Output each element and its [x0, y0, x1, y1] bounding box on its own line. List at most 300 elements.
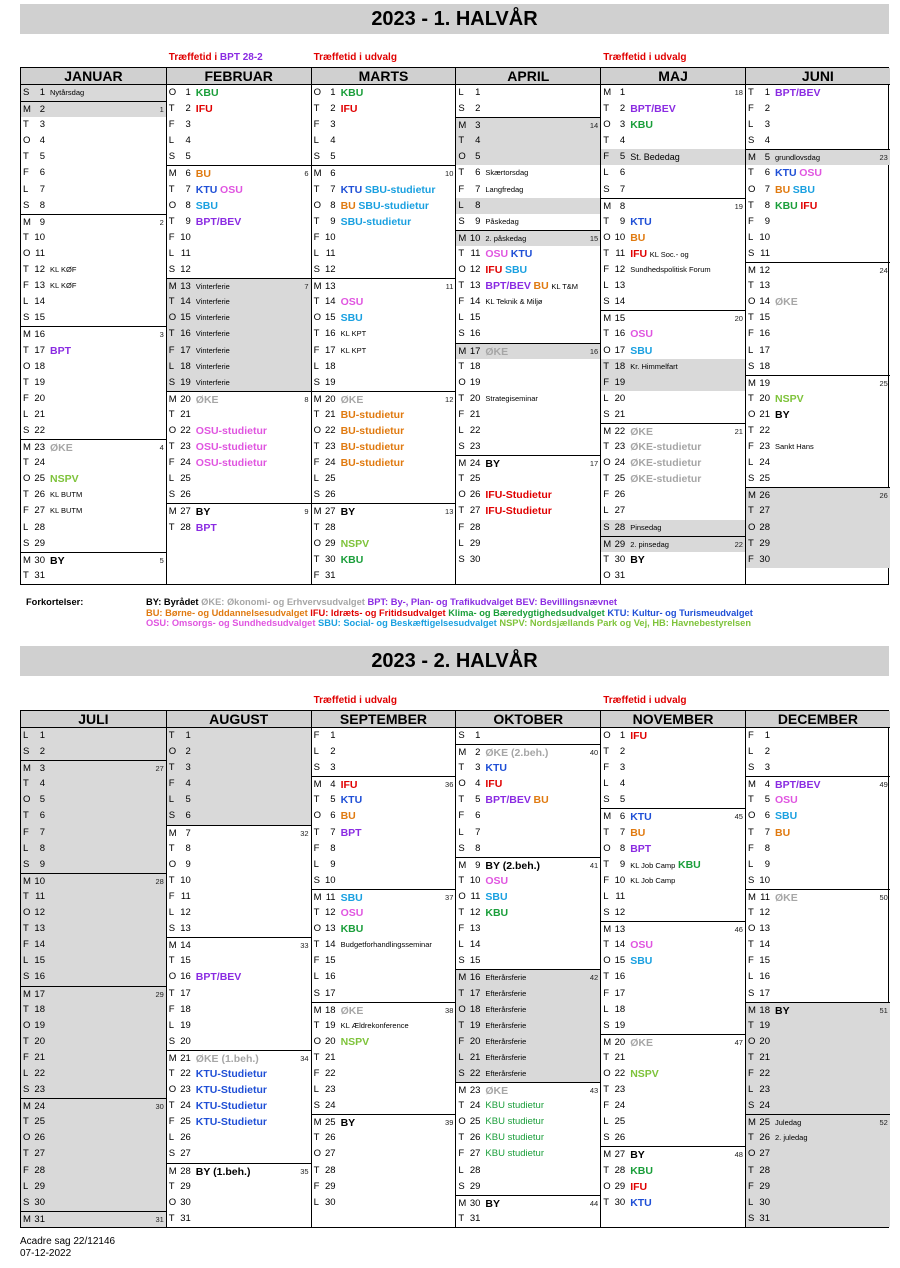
day-row[interactable]	[456, 133, 600, 149]
day-row[interactable]	[167, 262, 311, 278]
day-row[interactable]	[456, 359, 600, 375]
day-row[interactable]	[312, 101, 456, 117]
day-row[interactable]	[601, 568, 745, 584]
day-row[interactable]	[167, 1018, 311, 1034]
day-row[interactable]	[746, 1114, 890, 1130]
day-row[interactable]	[746, 1098, 890, 1114]
day-row[interactable]	[167, 1179, 311, 1195]
day-row[interactable]	[21, 825, 166, 841]
day-row[interactable]	[21, 1146, 166, 1162]
day-row[interactable]	[601, 857, 745, 873]
day-row[interactable]	[21, 760, 166, 776]
day-row[interactable]	[746, 439, 890, 455]
day-row[interactable]	[746, 198, 890, 214]
day-row[interactable]	[167, 905, 311, 921]
day-row[interactable]	[746, 326, 890, 342]
day-row[interactable]	[601, 391, 745, 407]
day-row[interactable]	[312, 117, 456, 133]
day-row[interactable]	[456, 246, 600, 262]
day-row[interactable]	[746, 343, 890, 359]
day-row[interactable]	[21, 1018, 166, 1034]
day-row[interactable]	[167, 873, 311, 889]
day-row[interactable]	[456, 1098, 600, 1114]
day-row[interactable]	[312, 230, 456, 246]
day-row[interactable]	[456, 937, 600, 953]
day-row[interactable]	[312, 294, 456, 310]
day-row[interactable]	[167, 808, 311, 824]
day-row[interactable]	[21, 407, 166, 423]
day-row[interactable]	[601, 520, 745, 536]
day-row[interactable]	[167, 439, 311, 455]
day-row[interactable]	[21, 487, 166, 503]
day-row[interactable]	[746, 1050, 890, 1066]
day-row[interactable]	[456, 905, 600, 921]
day-row[interactable]	[167, 728, 311, 744]
day-row[interactable]	[746, 536, 890, 552]
day-row[interactable]	[21, 149, 166, 165]
day-row[interactable]	[601, 149, 745, 165]
day-row[interactable]	[167, 198, 311, 214]
day-row[interactable]	[312, 85, 456, 101]
day-row[interactable]	[21, 246, 166, 262]
day-row[interactable]	[601, 230, 745, 246]
day-row[interactable]	[456, 744, 600, 760]
day-row[interactable]	[746, 85, 890, 101]
day-row[interactable]	[746, 857, 890, 873]
day-row[interactable]	[456, 117, 600, 133]
day-row[interactable]	[456, 214, 600, 230]
day-row[interactable]	[21, 841, 166, 857]
day-row[interactable]	[167, 343, 311, 359]
day-row[interactable]	[167, 133, 311, 149]
day-row[interactable]	[312, 278, 456, 294]
day-row[interactable]	[167, 969, 311, 985]
day-row[interactable]	[746, 407, 890, 423]
day-row[interactable]	[21, 455, 166, 471]
day-row[interactable]	[312, 343, 456, 359]
day-row[interactable]	[167, 1034, 311, 1050]
day-row[interactable]	[21, 359, 166, 375]
day-row[interactable]	[746, 1002, 890, 1018]
day-row[interactable]	[456, 1018, 600, 1034]
day-row[interactable]	[456, 423, 600, 439]
day-row[interactable]	[167, 776, 311, 792]
day-row[interactable]	[601, 1002, 745, 1018]
day-row[interactable]	[746, 873, 890, 889]
day-row[interactable]	[167, 246, 311, 262]
day-row[interactable]	[21, 1066, 166, 1082]
day-row[interactable]	[312, 744, 456, 760]
day-row[interactable]	[312, 857, 456, 873]
day-row[interactable]	[601, 1179, 745, 1195]
day-row[interactable]	[456, 1163, 600, 1179]
day-row[interactable]	[601, 986, 745, 1002]
day-row[interactable]	[21, 889, 166, 905]
day-row[interactable]	[456, 471, 600, 487]
day-row[interactable]	[601, 503, 745, 519]
day-row[interactable]	[312, 760, 456, 776]
day-row[interactable]	[456, 503, 600, 519]
day-row[interactable]	[456, 198, 600, 214]
day-row[interactable]	[312, 262, 456, 278]
day-row[interactable]	[167, 953, 311, 969]
day-row[interactable]	[167, 1195, 311, 1211]
day-row[interactable]	[746, 1082, 890, 1098]
day-row[interactable]	[601, 246, 745, 262]
day-row[interactable]	[312, 214, 456, 230]
day-row[interactable]	[312, 326, 456, 342]
day-row[interactable]	[601, 310, 745, 326]
day-row[interactable]	[746, 1034, 890, 1050]
day-row[interactable]	[601, 198, 745, 214]
day-row[interactable]	[601, 214, 745, 230]
day-row[interactable]	[746, 728, 890, 744]
day-row[interactable]	[312, 1195, 456, 1211]
day-row[interactable]	[456, 728, 600, 744]
day-row[interactable]	[312, 375, 456, 391]
day-row[interactable]	[456, 792, 600, 808]
day-row[interactable]	[312, 391, 456, 407]
day-row[interactable]	[312, 439, 456, 455]
day-row[interactable]	[21, 536, 166, 552]
day-row[interactable]	[167, 503, 311, 519]
day-row[interactable]	[746, 246, 890, 262]
day-row[interactable]	[456, 1082, 600, 1098]
day-row[interactable]	[601, 776, 745, 792]
day-row[interactable]	[746, 520, 890, 536]
day-row[interactable]	[456, 760, 600, 776]
day-row[interactable]	[312, 1179, 456, 1195]
day-row[interactable]	[746, 792, 890, 808]
day-row[interactable]	[21, 278, 166, 294]
day-row[interactable]	[312, 568, 456, 584]
day-row[interactable]	[21, 1098, 166, 1114]
day-row[interactable]	[746, 262, 890, 278]
day-row[interactable]	[167, 182, 311, 198]
day-row[interactable]	[312, 889, 456, 905]
day-row[interactable]	[21, 568, 166, 584]
day-row[interactable]	[21, 1195, 166, 1211]
day-row[interactable]	[456, 921, 600, 937]
day-row[interactable]	[21, 294, 166, 310]
day-row[interactable]	[21, 85, 166, 101]
day-row[interactable]	[456, 536, 600, 552]
day-row[interactable]	[21, 310, 166, 326]
day-row[interactable]	[312, 1163, 456, 1179]
day-row[interactable]	[21, 1211, 166, 1227]
day-row[interactable]	[21, 792, 166, 808]
day-row[interactable]	[601, 841, 745, 857]
day-row[interactable]	[167, 1082, 311, 1098]
day-row[interactable]	[746, 391, 890, 407]
day-row[interactable]	[21, 937, 166, 953]
day-row[interactable]	[746, 1130, 890, 1146]
day-row[interactable]	[21, 1130, 166, 1146]
day-row[interactable]	[167, 326, 311, 342]
day-row[interactable]	[312, 246, 456, 262]
day-row[interactable]	[456, 294, 600, 310]
day-row[interactable]	[456, 262, 600, 278]
day-row[interactable]	[21, 1002, 166, 1018]
day-row[interactable]	[21, 1082, 166, 1098]
day-row[interactable]	[312, 165, 456, 181]
day-row[interactable]	[456, 182, 600, 198]
day-row[interactable]	[456, 1146, 600, 1162]
day-row[interactable]	[746, 969, 890, 985]
day-row[interactable]	[167, 792, 311, 808]
day-row[interactable]	[456, 375, 600, 391]
day-row[interactable]	[746, 294, 890, 310]
day-row[interactable]	[601, 117, 745, 133]
day-row[interactable]	[312, 969, 456, 985]
day-row[interactable]	[21, 343, 166, 359]
day-row[interactable]	[167, 1163, 311, 1179]
day-row[interactable]	[312, 1082, 456, 1098]
day-row[interactable]	[746, 101, 890, 117]
day-row[interactable]	[21, 857, 166, 873]
day-row[interactable]	[312, 1002, 456, 1018]
day-row[interactable]	[601, 487, 745, 503]
day-row[interactable]	[312, 359, 456, 375]
day-row[interactable]	[312, 1066, 456, 1082]
day-row[interactable]	[21, 953, 166, 969]
day-row[interactable]	[167, 1050, 311, 1066]
day-row[interactable]	[456, 85, 600, 101]
day-row[interactable]	[21, 728, 166, 744]
day-row[interactable]	[21, 873, 166, 889]
day-row[interactable]	[167, 423, 311, 439]
day-row[interactable]	[21, 1034, 166, 1050]
day-row[interactable]	[312, 1146, 456, 1162]
day-row[interactable]	[601, 1050, 745, 1066]
day-row[interactable]	[456, 391, 600, 407]
day-row[interactable]	[21, 969, 166, 985]
day-row[interactable]	[312, 937, 456, 953]
day-row[interactable]	[601, 85, 745, 101]
day-row[interactable]	[601, 165, 745, 181]
day-row[interactable]	[167, 986, 311, 1002]
day-row[interactable]	[601, 873, 745, 889]
day-row[interactable]	[167, 407, 311, 423]
day-row[interactable]	[167, 230, 311, 246]
day-row[interactable]	[456, 841, 600, 857]
day-row[interactable]	[746, 889, 890, 905]
day-row[interactable]	[167, 1066, 311, 1082]
day-row[interactable]	[167, 921, 311, 937]
day-row[interactable]	[746, 375, 890, 391]
day-row[interactable]	[601, 792, 745, 808]
day-row[interactable]	[456, 776, 600, 792]
day-row[interactable]	[312, 487, 456, 503]
day-row[interactable]	[746, 487, 890, 503]
day-row[interactable]	[21, 230, 166, 246]
day-row[interactable]	[312, 471, 456, 487]
day-row[interactable]	[601, 455, 745, 471]
day-row[interactable]	[601, 921, 745, 937]
day-row[interactable]	[21, 905, 166, 921]
day-row[interactable]	[746, 455, 890, 471]
day-row[interactable]	[746, 165, 890, 181]
day-row[interactable]	[312, 1130, 456, 1146]
day-row[interactable]	[601, 905, 745, 921]
day-row[interactable]	[167, 375, 311, 391]
day-row[interactable]	[21, 921, 166, 937]
day-row[interactable]	[601, 375, 745, 391]
day-row[interactable]	[21, 214, 166, 230]
day-row[interactable]	[456, 953, 600, 969]
day-row[interactable]	[312, 841, 456, 857]
day-row[interactable]	[167, 1002, 311, 1018]
day-row[interactable]	[21, 471, 166, 487]
day-row[interactable]	[746, 1211, 890, 1227]
day-row[interactable]	[167, 85, 311, 101]
day-row[interactable]	[456, 1034, 600, 1050]
day-row[interactable]	[312, 873, 456, 889]
day-row[interactable]	[167, 391, 311, 407]
day-row[interactable]	[312, 503, 456, 519]
day-row[interactable]	[456, 1211, 600, 1227]
day-row[interactable]	[746, 278, 890, 294]
day-row[interactable]	[312, 1098, 456, 1114]
day-row[interactable]	[456, 857, 600, 873]
day-row[interactable]	[312, 1114, 456, 1130]
day-row[interactable]	[312, 905, 456, 921]
day-row[interactable]	[746, 1066, 890, 1082]
day-row[interactable]	[601, 407, 745, 423]
day-row[interactable]	[456, 487, 600, 503]
day-row[interactable]	[21, 391, 166, 407]
day-row[interactable]	[456, 825, 600, 841]
day-row[interactable]	[601, 969, 745, 985]
day-row[interactable]	[456, 1195, 600, 1211]
day-row[interactable]	[601, 1082, 745, 1098]
day-row[interactable]	[746, 825, 890, 841]
day-row[interactable]	[746, 133, 890, 149]
day-row[interactable]	[601, 101, 745, 117]
day-row[interactable]	[601, 937, 745, 953]
day-row[interactable]	[746, 117, 890, 133]
day-row[interactable]	[601, 1034, 745, 1050]
day-row[interactable]	[312, 1018, 456, 1034]
day-row[interactable]	[456, 101, 600, 117]
day-row[interactable]	[21, 1163, 166, 1179]
day-row[interactable]	[601, 262, 745, 278]
day-row[interactable]	[456, 552, 600, 568]
day-row[interactable]	[601, 278, 745, 294]
day-row[interactable]	[601, 1163, 745, 1179]
day-row[interactable]	[456, 889, 600, 905]
day-row[interactable]	[21, 117, 166, 133]
day-row[interactable]	[746, 471, 890, 487]
day-row[interactable]	[456, 1130, 600, 1146]
day-row[interactable]	[746, 230, 890, 246]
day-row[interactable]	[601, 1130, 745, 1146]
day-row[interactable]	[312, 520, 456, 536]
day-row[interactable]	[21, 520, 166, 536]
day-row[interactable]	[456, 326, 600, 342]
day-row[interactable]	[21, 1179, 166, 1195]
day-row[interactable]	[167, 214, 311, 230]
day-row[interactable]	[312, 536, 456, 552]
day-row[interactable]	[21, 1114, 166, 1130]
day-row[interactable]	[456, 1002, 600, 1018]
day-row[interactable]	[746, 953, 890, 969]
day-row[interactable]	[601, 133, 745, 149]
day-row[interactable]	[601, 294, 745, 310]
day-row[interactable]	[312, 198, 456, 214]
day-row[interactable]	[601, 326, 745, 342]
day-row[interactable]	[167, 165, 311, 181]
day-row[interactable]	[21, 552, 166, 568]
day-row[interactable]	[167, 857, 311, 873]
day-row[interactable]	[456, 1066, 600, 1082]
day-row[interactable]	[746, 214, 890, 230]
day-row[interactable]	[456, 407, 600, 423]
day-row[interactable]	[746, 552, 890, 568]
day-row[interactable]	[601, 471, 745, 487]
day-row[interactable]	[312, 552, 456, 568]
day-row[interactable]	[167, 487, 311, 503]
day-row[interactable]	[21, 326, 166, 342]
day-row[interactable]	[746, 423, 890, 439]
day-row[interactable]	[456, 343, 600, 359]
day-row[interactable]	[746, 744, 890, 760]
day-row[interactable]	[601, 439, 745, 455]
day-row[interactable]	[601, 953, 745, 969]
day-row[interactable]	[21, 776, 166, 792]
day-row[interactable]	[746, 841, 890, 857]
day-row[interactable]	[601, 1114, 745, 1130]
day-row[interactable]	[21, 1050, 166, 1066]
day-row[interactable]	[21, 262, 166, 278]
day-row[interactable]	[746, 1179, 890, 1195]
day-row[interactable]	[167, 101, 311, 117]
day-row[interactable]	[746, 937, 890, 953]
day-row[interactable]	[456, 808, 600, 824]
day-row[interactable]	[167, 889, 311, 905]
day-row[interactable]	[167, 1146, 311, 1162]
day-row[interactable]	[167, 744, 311, 760]
day-row[interactable]	[312, 149, 456, 165]
day-row[interactable]	[167, 825, 311, 841]
day-row[interactable]	[167, 278, 311, 294]
day-row[interactable]	[601, 760, 745, 776]
day-row[interactable]	[456, 1050, 600, 1066]
day-row[interactable]	[456, 439, 600, 455]
day-row[interactable]	[746, 760, 890, 776]
day-row[interactable]	[746, 310, 890, 326]
day-row[interactable]	[601, 1018, 745, 1034]
day-row[interactable]	[456, 278, 600, 294]
day-row[interactable]	[312, 310, 456, 326]
day-row[interactable]	[21, 503, 166, 519]
day-row[interactable]	[312, 455, 456, 471]
day-row[interactable]	[456, 149, 600, 165]
day-row[interactable]	[167, 149, 311, 165]
day-row[interactable]	[312, 1034, 456, 1050]
day-row[interactable]	[601, 1146, 745, 1162]
day-row[interactable]	[167, 937, 311, 953]
day-row[interactable]	[21, 423, 166, 439]
day-row[interactable]	[601, 825, 745, 841]
day-row[interactable]	[21, 182, 166, 198]
day-row[interactable]	[312, 953, 456, 969]
day-row[interactable]	[167, 471, 311, 487]
day-row[interactable]	[456, 873, 600, 889]
day-row[interactable]	[601, 423, 745, 439]
day-row[interactable]	[601, 889, 745, 905]
day-row[interactable]	[601, 536, 745, 552]
